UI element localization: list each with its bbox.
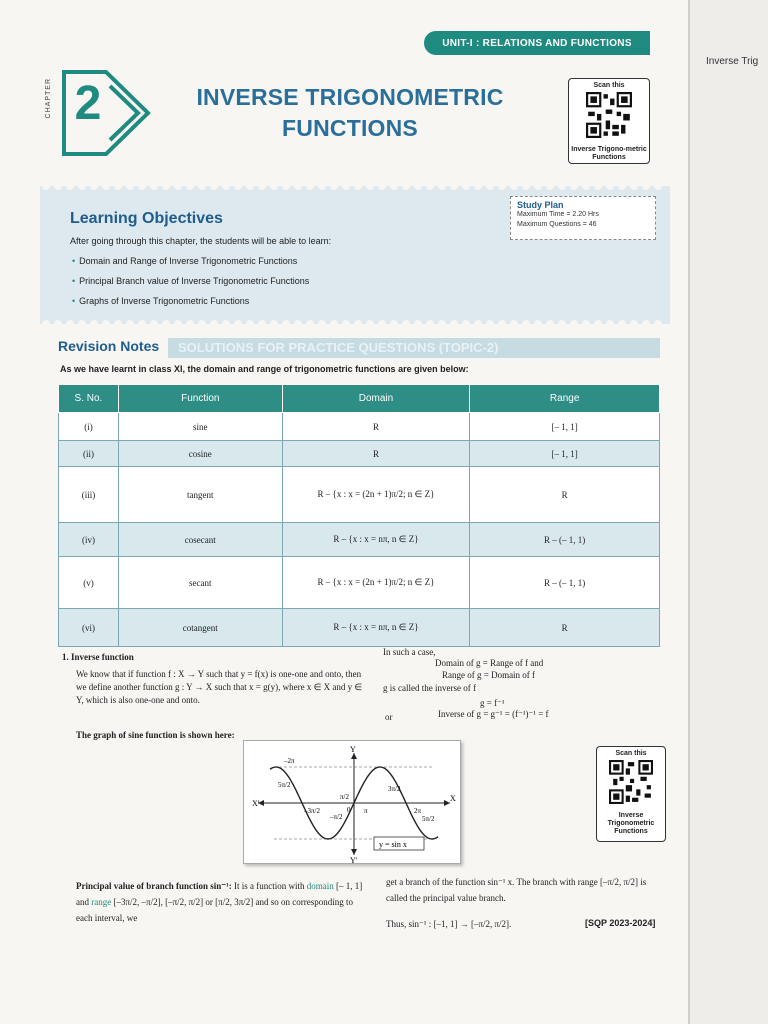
table-cell: cotangent xyxy=(118,609,282,647)
stamp-scallop xyxy=(246,320,254,328)
revision-notes-bar xyxy=(168,338,660,358)
stamp-scallop xyxy=(558,320,566,328)
stamp-scallop xyxy=(162,182,170,190)
range-values: [–3π/2, –π/2], [–π/2, π/2] or [π/2, 3π/2] and so on corresponding to each interval, we xyxy=(76,897,353,923)
stamp-scallop xyxy=(546,320,554,328)
chapter-label: CHAPTER xyxy=(45,78,52,119)
qr-code-icon xyxy=(609,760,653,804)
stamp-scallop xyxy=(114,320,122,328)
stamp-scallop xyxy=(270,320,278,328)
title-line-1: INVERSE TRIGONOMETRIC xyxy=(196,84,504,110)
stamp-scallop xyxy=(534,182,542,190)
stamp-scallop xyxy=(282,320,290,328)
stamp-scallop xyxy=(150,182,158,190)
stamp-scallop xyxy=(90,182,98,190)
tick-label: –3π/2 xyxy=(304,807,320,815)
stamp-scallop xyxy=(654,182,662,190)
stamp-scallop xyxy=(558,182,566,190)
stamp-scallop xyxy=(150,320,158,328)
stamp-scallop xyxy=(42,182,50,190)
study-plan-box xyxy=(510,196,656,240)
table-header: S. No. xyxy=(59,385,119,413)
tick-label: π xyxy=(364,807,368,815)
graph-caption: The graph of sine function is shown here: xyxy=(76,730,235,740)
adjacent-page xyxy=(688,0,768,1024)
stamp-scallop xyxy=(402,320,410,328)
y-axis-label: Y xyxy=(350,745,356,754)
stamp-scallop xyxy=(426,182,434,190)
title-line-2: FUNCTIONS xyxy=(282,115,418,141)
tick-label: 5π/2 xyxy=(422,815,435,823)
table-cell: cosecant xyxy=(118,523,282,557)
stamp-scallop xyxy=(522,320,530,328)
qr-top-heading: Scan this xyxy=(593,82,625,89)
stamp-scallop xyxy=(78,182,86,190)
chapter-title xyxy=(180,82,520,144)
stamp-scallop xyxy=(198,182,206,190)
stamp-scallop xyxy=(306,182,314,190)
table-cell: sine xyxy=(118,413,282,441)
stamp-scallop xyxy=(234,182,242,190)
qr-code-icon xyxy=(586,92,632,138)
table-cell: [– 1, 1] xyxy=(470,441,660,467)
stamp-scallop xyxy=(462,182,470,190)
table-header-row xyxy=(59,385,660,413)
stamp-scallop xyxy=(210,182,218,190)
table-cell: secant xyxy=(118,557,282,609)
table-cell: R – (– 1, 1) xyxy=(470,557,660,609)
case-line: g = f⁻¹ xyxy=(480,698,505,708)
table-cell: R – {x : x = nπ, n ∈ Z} xyxy=(282,523,470,557)
chapter-number: 2 xyxy=(74,77,102,130)
stamp-scallop xyxy=(642,182,650,190)
stamp-scallop xyxy=(378,182,386,190)
stamp-scallop xyxy=(138,182,146,190)
case-line: Inverse of g = g⁻¹ = (f⁻¹)⁻¹ = f xyxy=(438,709,549,719)
table-cell: R – {x : x = (2n + 1)π/2; n ∈ Z} xyxy=(282,467,470,523)
qr-bottom-caption: Inverse Trigonometric Functions xyxy=(607,812,655,835)
stamp-scallop xyxy=(486,320,494,328)
stamp-scallop xyxy=(570,182,578,190)
stamp-scallop xyxy=(210,320,218,328)
stamp-scallop xyxy=(510,182,518,190)
case-line: g is called the inverse of f xyxy=(383,683,476,693)
table-header: Domain xyxy=(282,385,470,413)
table-cell: R xyxy=(470,609,660,647)
stamp-scallop xyxy=(162,320,170,328)
stamp-scallop xyxy=(474,320,482,328)
stamp-scallop xyxy=(582,182,590,190)
table-cell: (iv) xyxy=(59,523,119,557)
graph-equation: y = sin x xyxy=(379,840,407,849)
stamp-scallop xyxy=(222,182,230,190)
stamp-scallop xyxy=(498,182,506,190)
stamp-scallop xyxy=(462,320,470,328)
stamp-scallop xyxy=(594,320,602,328)
qr-bottom-heading: Scan this xyxy=(615,750,647,757)
table-cell: cosine xyxy=(118,441,282,467)
stamp-scallop xyxy=(594,182,602,190)
table-row xyxy=(59,413,660,441)
table-cell: R xyxy=(282,413,470,441)
principal-value-paragraph xyxy=(76,878,366,926)
tick-label: π/2 xyxy=(340,793,349,801)
stamp-scallop xyxy=(498,320,506,328)
principal-mapping: Thus, sin⁻¹ : [–1, 1] → [–π/2, π/2]. xyxy=(386,919,512,929)
stamp-scallop xyxy=(186,182,194,190)
stamp-scallop xyxy=(510,320,518,328)
table-cell: (v) xyxy=(59,557,119,609)
stamp-scallop xyxy=(342,320,350,328)
study-plan-time: Maximum Time = 2.20 Hrs xyxy=(517,211,599,218)
stamp-scallop xyxy=(90,320,98,328)
table-cell: R xyxy=(470,467,660,523)
stamp-scallop xyxy=(102,320,110,328)
stamp-scallop xyxy=(354,182,362,190)
table-row xyxy=(59,441,660,467)
table-cell: (vi) xyxy=(59,609,119,647)
unit-banner: UNIT-I : RELATIONS AND FUNCTIONS xyxy=(424,31,650,55)
stamp-scallop xyxy=(342,182,350,190)
stamp-scallop xyxy=(534,320,542,328)
stamp-scallop xyxy=(438,182,446,190)
stamp-scallop xyxy=(234,320,242,328)
x-axis-label: X xyxy=(450,794,456,803)
stamp-scallop xyxy=(330,320,338,328)
stamp-scallop xyxy=(174,320,182,328)
stamp-scallop xyxy=(114,182,122,190)
principal-text: It is a function with xyxy=(231,881,305,891)
stamp-scallop xyxy=(630,182,638,190)
adjacent-page-heading: Inverse Trig xyxy=(706,56,759,67)
stamp-scallop xyxy=(450,320,458,328)
table-cell: R – (– 1, 1) xyxy=(470,523,660,557)
stamp-scallop xyxy=(390,320,398,328)
stamp-scallop xyxy=(294,182,302,190)
learning-objectives-intro: After going through this chapter, the students will be able to learn: xyxy=(70,236,332,246)
stamp-scallop xyxy=(486,182,494,190)
stamp-scallop xyxy=(522,182,530,190)
case-line: Range of g = Domain of f xyxy=(442,670,536,680)
stamp-scallop xyxy=(390,182,398,190)
stamp-scallop xyxy=(258,320,266,328)
stamp-scallop xyxy=(546,182,554,190)
stamp-scallop xyxy=(330,182,338,190)
stamp-scallop xyxy=(174,182,182,190)
stamp-scallop xyxy=(474,182,482,190)
tick-label: 5π/2 xyxy=(278,781,291,789)
objective-item: • Domain and Range of Inverse Trigonometric Functions xyxy=(72,256,297,266)
revision-bar-text: SOLUTIONS FOR PRACTICE QUESTIONS (TOPIC-2) xyxy=(178,340,499,355)
stamp-scallop xyxy=(414,182,422,190)
origin-label: 0 xyxy=(347,806,351,814)
table-cell: (iii) xyxy=(59,467,119,523)
tick-label: 3π/2 xyxy=(388,785,401,793)
stamp-scallop xyxy=(186,320,194,328)
revision-intro: As we have learnt in class XI, the domain and range of trigonometric functions are given below: xyxy=(60,364,469,374)
stamp-scallop xyxy=(450,182,458,190)
stamp-scallop xyxy=(258,182,266,190)
table-cell: [– 1, 1] xyxy=(470,413,660,441)
stamp-scallop xyxy=(66,320,74,328)
study-plan-questions: Maximum Questions = 46 xyxy=(517,221,597,228)
x-axis-neg-label: X' xyxy=(252,799,260,808)
stamp-scallop xyxy=(426,320,434,328)
stamp-scallop xyxy=(102,182,110,190)
stamp-scallop xyxy=(642,320,650,328)
stamp-scallop xyxy=(618,182,626,190)
qr-code-top[interactable] xyxy=(568,78,650,164)
stamp-scallop xyxy=(414,320,422,328)
stamp-scallop xyxy=(222,320,230,328)
stamp-scallop xyxy=(354,320,362,328)
stamp-scallop xyxy=(54,320,62,328)
tick-label: 2π xyxy=(414,807,422,815)
table-header: Function xyxy=(118,385,282,413)
sine-graph xyxy=(243,740,461,864)
stamp-scallop xyxy=(246,182,254,190)
y-axis-neg-label: Y' xyxy=(350,856,358,865)
tick-label: –2π xyxy=(284,757,295,765)
principal-branch-paragraph: get a branch of the function sin⁻¹ x. The branch with range [–π/2, π/2] is called the principal value branch. xyxy=(386,877,647,903)
stamp-scallop xyxy=(366,182,374,190)
qr-code-bottom[interactable] xyxy=(596,746,666,842)
stamp-scallop xyxy=(306,320,314,328)
tick-label: –π/2 xyxy=(330,813,343,821)
table-cell: R xyxy=(282,441,470,467)
stamp-scallop xyxy=(570,320,578,328)
stamp-scallop xyxy=(270,182,278,190)
table-cell: (i) xyxy=(59,413,119,441)
case-line: Domain of g = Range of f and xyxy=(435,658,544,668)
revision-notes-title: Revision Notes xyxy=(58,338,160,354)
table-cell: R – {x : x = nπ, n ∈ Z} xyxy=(282,609,470,647)
stamp-scallop xyxy=(438,320,446,328)
stamp-scallop xyxy=(42,320,50,328)
stamp-scallop xyxy=(606,320,614,328)
stamp-scallop xyxy=(402,182,410,190)
reference-tag: [SQP 2023-2024] xyxy=(585,918,656,928)
stamp-scallop xyxy=(630,320,638,328)
stamp-scallop xyxy=(282,182,290,190)
stamp-scallop xyxy=(606,182,614,190)
table-row xyxy=(59,523,660,557)
stamp-scallop xyxy=(378,320,386,328)
stamp-scallop xyxy=(366,320,374,328)
stamp-scallop xyxy=(654,320,662,328)
objective-item: • Principal Branch value of Inverse Trigonometric Functions xyxy=(72,276,309,286)
table-row xyxy=(59,609,660,647)
sine-graph-svg xyxy=(244,741,462,865)
qr-top-caption: Inverse Trigono-metric Functions xyxy=(571,146,647,161)
table-cell: tangent xyxy=(118,467,282,523)
stamp-scallop xyxy=(138,320,146,328)
study-plan-title: Study Plan xyxy=(517,200,564,210)
domain-value: [– 1, 1] and xyxy=(76,881,363,907)
stamp-scallop xyxy=(198,320,206,328)
stamp-scallop xyxy=(618,320,626,328)
objective-item: • Graphs of Inverse Trigonometric Functions xyxy=(72,296,249,306)
table-row xyxy=(59,467,660,523)
case-intro: In such a case, xyxy=(383,647,436,657)
stamp-scallop xyxy=(126,182,134,190)
stamp-scallop xyxy=(126,320,134,328)
case-or: or xyxy=(385,712,393,722)
trig-functions-table xyxy=(58,384,660,647)
stamp-scallop xyxy=(54,182,62,190)
learning-objectives-title: Learning Objectives xyxy=(70,210,223,227)
stamp-scallop xyxy=(294,320,302,328)
principal-value-heading: Principal value of branch function sin⁻¹: xyxy=(76,881,232,891)
table-cell: (ii) xyxy=(59,441,119,467)
table-cell: R – {x : x = (2n + 1)π/2; n ∈ Z} xyxy=(282,557,470,609)
domain-word: domain xyxy=(306,881,334,891)
table-row xyxy=(59,557,660,609)
stamp-scallop xyxy=(582,320,590,328)
table-header: Range xyxy=(470,385,660,413)
stamp-scallop xyxy=(318,182,326,190)
stamp-scallop xyxy=(66,182,74,190)
stamp-scallop xyxy=(318,320,326,328)
section-heading: 1. Inverse function xyxy=(62,652,134,662)
range-word: range xyxy=(91,897,112,907)
stamp-scallop xyxy=(78,320,86,328)
inverse-function-paragraph: We know that if function f : X → Y such that y = f(x) is one-one and onto, then we define another function g : Y → X such that x = g(y), where x ∈ X and y ∈ Y, which is also one-one and onto. xyxy=(76,669,363,705)
